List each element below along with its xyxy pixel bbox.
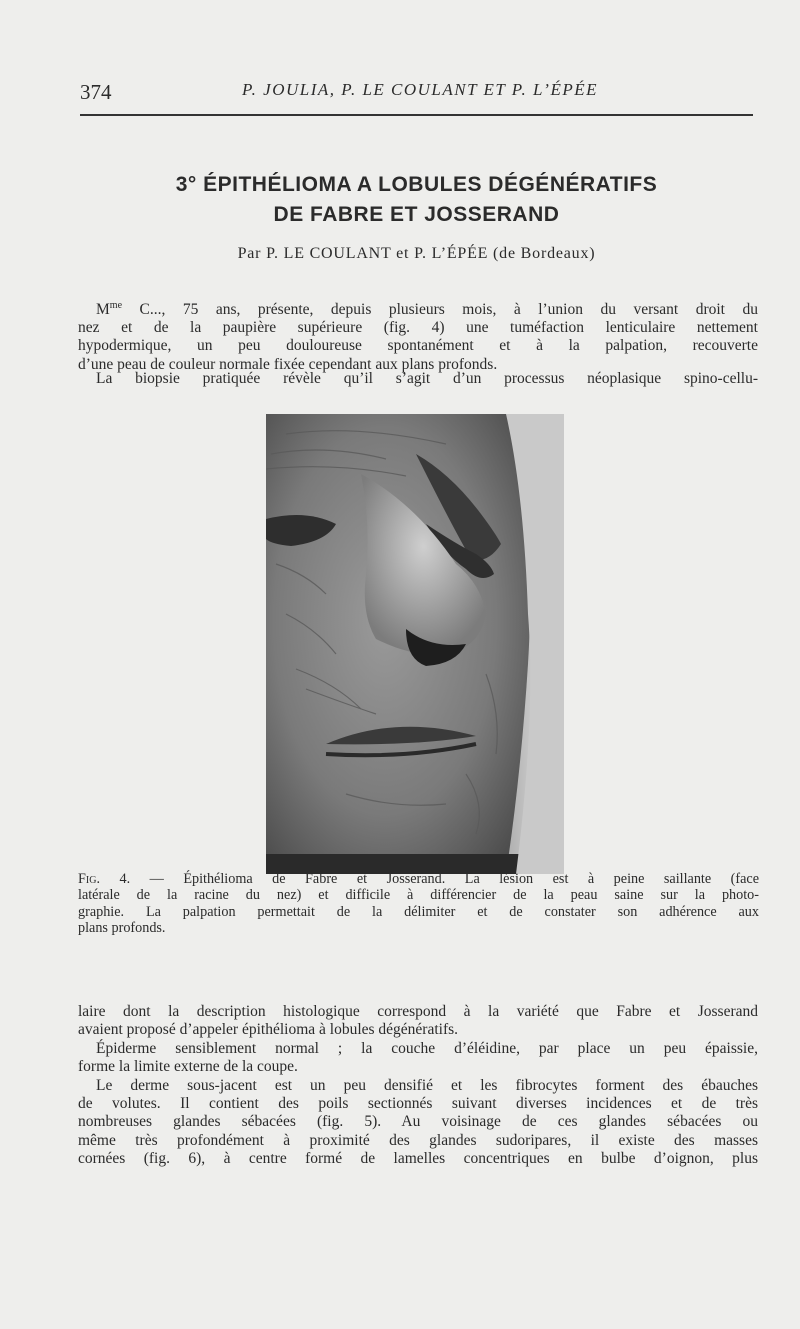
- paragraph-histology: [78, 1003, 758, 1039]
- figure-photograph: [266, 414, 564, 874]
- paragraph-line: nombreuses glandes sébacées (fig. 5). Au voisinage de ces glandes sébacées ou: [78, 1113, 758, 1131]
- paragraph-dermis: [78, 1077, 758, 1168]
- figure-label: Fig. 4.: [78, 871, 131, 887]
- paragraph-line: laire dont la description histologique correspond à la variété que Fabre et Josserand: [78, 1003, 758, 1020]
- caption-line: latérale de la racine du nez) et difficile à différencier de la peau saine sur la photo-: [78, 887, 759, 904]
- running-head: P. JOULIA, P. LE COULANT ET P. L’ÉPÉE: [241, 80, 599, 99]
- paragraph-line: hypodermique, un peu douloureuse spontanément et à la palpation, recouverte: [78, 337, 758, 355]
- article-title-line-2: DE FABRE ET JOSSERAND: [273, 203, 560, 226]
- paragraph-epidermis: [78, 1040, 758, 1076]
- caption-line: plans profonds.: [78, 920, 166, 937]
- paragraph-line: même très profondément à proximité des glandes sudoripares, il existe des masses: [78, 1131, 758, 1149]
- face-photograph-image: [266, 414, 564, 874]
- paragraph-line: de volutes. Il contient des poils sectionnés suivant diverses incidences et de très: [78, 1095, 758, 1113]
- paragraph-biopsy: [78, 370, 758, 388]
- paragraph-text: C..., 75 ans, présente, depuis plusieurs mois, à l’union du versant droit du: [122, 301, 758, 318]
- article-byline: Par P. LE COULANT et P. L’ÉPÉE (de Bordeaux): [237, 245, 596, 262]
- caption-text: — Épithélioma de Fabre et Josserand. La lésion est à peine saillante (face: [130, 871, 760, 887]
- paragraph-line: forme la limite externe de la coupe.: [78, 1058, 298, 1076]
- header-rule: [80, 114, 753, 116]
- paragraph-line: Épiderme sensiblement normal ; la couche d’éléidine, par place un peu épaissie,: [96, 1040, 758, 1057]
- paragraph-line: avaient proposé d’appeler épithélioma à lobules dégénératifs.: [78, 1021, 459, 1039]
- article-title-line-1: 3° ÉPITHÉLIOMA A LOBULES DÉGÉNÉRATIFS: [175, 173, 658, 196]
- paragraph-line: Le derme sous-jacent est un peu densifié et les fibrocytes forment des ébauches: [96, 1077, 758, 1094]
- paragraph-line: La biopsie pratiquée révèle qu’il s’agit d’un processus néoplasique spino-cellu-: [96, 370, 758, 387]
- paragraph-line: nez et de la paupière supérieure (fig. 4) une tuméfaction lenticulaire nettement: [78, 319, 758, 337]
- caption-line: graphie. La palpation permettait de la délimiter et de constater son adhérence aux: [78, 903, 759, 920]
- paragraph-line: [78, 297, 758, 319]
- caption-line: [78, 871, 759, 887]
- figure-caption: [78, 871, 759, 937]
- paragraph-line: cornées (fig. 6), à centre formé de lamelles concentriques en bulbe d’oignon, plus: [78, 1149, 758, 1167]
- paragraph-case-presentation: [78, 297, 758, 374]
- title-abbrev-superscript: me: [109, 300, 123, 311]
- paragraph-line: d’une peau de couleur normale fixée cependant aux plans profonds.: [78, 355, 498, 373]
- title-abbrev: M: [96, 301, 110, 318]
- page-number: 374: [80, 80, 112, 104]
